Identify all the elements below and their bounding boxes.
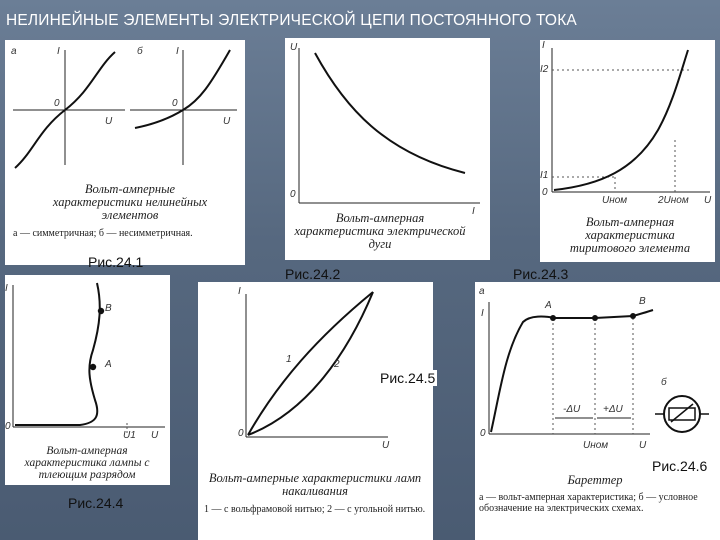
- figure-24-5-caption: Вольт-амперные характеристики ламп накаливания: [208, 471, 422, 498]
- point-a-marker: [550, 315, 556, 321]
- figure-24-5-label: Рис.24.5: [380, 370, 436, 386]
- u-2nom-label: 2Uном: [658, 195, 689, 206]
- figure-24-6-panel: [475, 282, 720, 540]
- glow-lamp-curve: [15, 283, 100, 425]
- figure-24-4-caption: Вольт-амперная характеристика лампы с тлеющим разрядом: [24, 445, 150, 481]
- minus-du-label: -ΔU: [563, 404, 581, 415]
- axis-u-label: U: [639, 440, 647, 451]
- sub-label-b: б: [661, 377, 667, 388]
- origin-label: 0: [290, 189, 296, 200]
- point-a-marker: [90, 364, 96, 370]
- figure-24-1-note: а — симметричная; б — несимметричная.: [13, 228, 193, 239]
- point-mid-marker: [592, 315, 598, 321]
- figure-24-5-panel: [198, 282, 433, 540]
- origin-label: 0: [172, 98, 178, 109]
- axis-u-label: U: [290, 42, 298, 53]
- figure-24-5-graph: [198, 282, 433, 540]
- origin-label: 0: [238, 428, 244, 439]
- axis-i-label: I: [472, 206, 475, 217]
- i1-label: I1: [540, 170, 549, 181]
- axis-i-label: I: [238, 286, 241, 297]
- point-b-marker: [630, 313, 636, 319]
- sub-label-a: а: [11, 46, 17, 57]
- origin-label: 0: [5, 421, 11, 432]
- figure-24-5-note: 1 — с вольфрамовой нитью; 2 — с угольной нитью.: [204, 504, 426, 515]
- u-nom-label: Uном: [583, 440, 609, 451]
- axis-u-label: U: [151, 430, 159, 441]
- thyrite-curve: [554, 50, 688, 190]
- figure-24-6-label: Рис.24.6: [652, 458, 708, 474]
- point-b-label: B: [105, 303, 112, 314]
- figure-24-4-panel: [5, 275, 170, 485]
- tungsten-curve: [248, 292, 373, 435]
- axis-i-label: I: [542, 40, 545, 51]
- i2-label: I2: [540, 64, 549, 75]
- figure-24-6-note: а — вольт-амперная характеристика; б — условное обозначение на электрических схемах.: [479, 492, 698, 514]
- figure-24-2-label: Рис.24.2: [285, 266, 341, 282]
- origin-label: 0: [54, 98, 60, 109]
- plus-du-label: +ΔU: [603, 404, 623, 415]
- axis-i-label: I: [481, 308, 484, 319]
- figure-24-3-label: Рис.24.3: [513, 266, 569, 282]
- axis-i-label: I: [5, 283, 8, 294]
- point-a-label: A: [105, 359, 112, 370]
- u1-label: U1: [123, 430, 136, 441]
- axis-i-label: I: [57, 46, 60, 57]
- figure-24-6-caption: Бареттер: [567, 473, 623, 487]
- figure-24-4-label: Рис.24.4: [68, 495, 124, 511]
- axis-u-label: U: [382, 440, 390, 451]
- figure-24-1-label: Рис.24.1: [88, 254, 144, 270]
- figure-24-1-panel: [5, 40, 245, 265]
- axis-u-label: U: [704, 195, 712, 206]
- figure-24-3-caption: Вольт-амперная характеристика тиритового элемента: [569, 215, 691, 255]
- curve-1-label: 1: [286, 354, 292, 365]
- figure-24-2-panel: [285, 38, 490, 260]
- carbon-curve: [248, 292, 373, 435]
- sub-label-a: а: [479, 286, 485, 297]
- u-nom-label: Uном: [602, 195, 628, 206]
- sub-label-b: б: [137, 46, 143, 57]
- point-b-marker: [98, 308, 104, 314]
- origin-label: 0: [542, 187, 548, 198]
- point-b-label: B: [639, 296, 646, 307]
- point-a-label: A: [545, 300, 552, 311]
- origin-label: 0: [480, 428, 486, 439]
- figure-24-3-panel: [540, 40, 715, 262]
- arc-curve: [315, 53, 465, 173]
- axis-u-label: U: [223, 116, 231, 127]
- figure-24-1-caption: Вольт-амперные характеристики нелинейных элементов: [52, 182, 208, 222]
- axis-u-label: U: [105, 116, 113, 127]
- barretter-symbol-icon: [655, 396, 709, 432]
- slide-title: НЕЛИНЕЙНЫЕ ЭЛЕМЕНТЫ ЭЛЕКТРИЧЕСКОЙ ЦЕПИ ПОСТОЯННОГО ТОКА: [6, 12, 577, 29]
- axis-i-label: I: [176, 46, 179, 57]
- curve-2-label: 2: [334, 359, 340, 370]
- figure-24-2-caption: Вольт-амперная характеристика электрической дуги: [294, 211, 466, 251]
